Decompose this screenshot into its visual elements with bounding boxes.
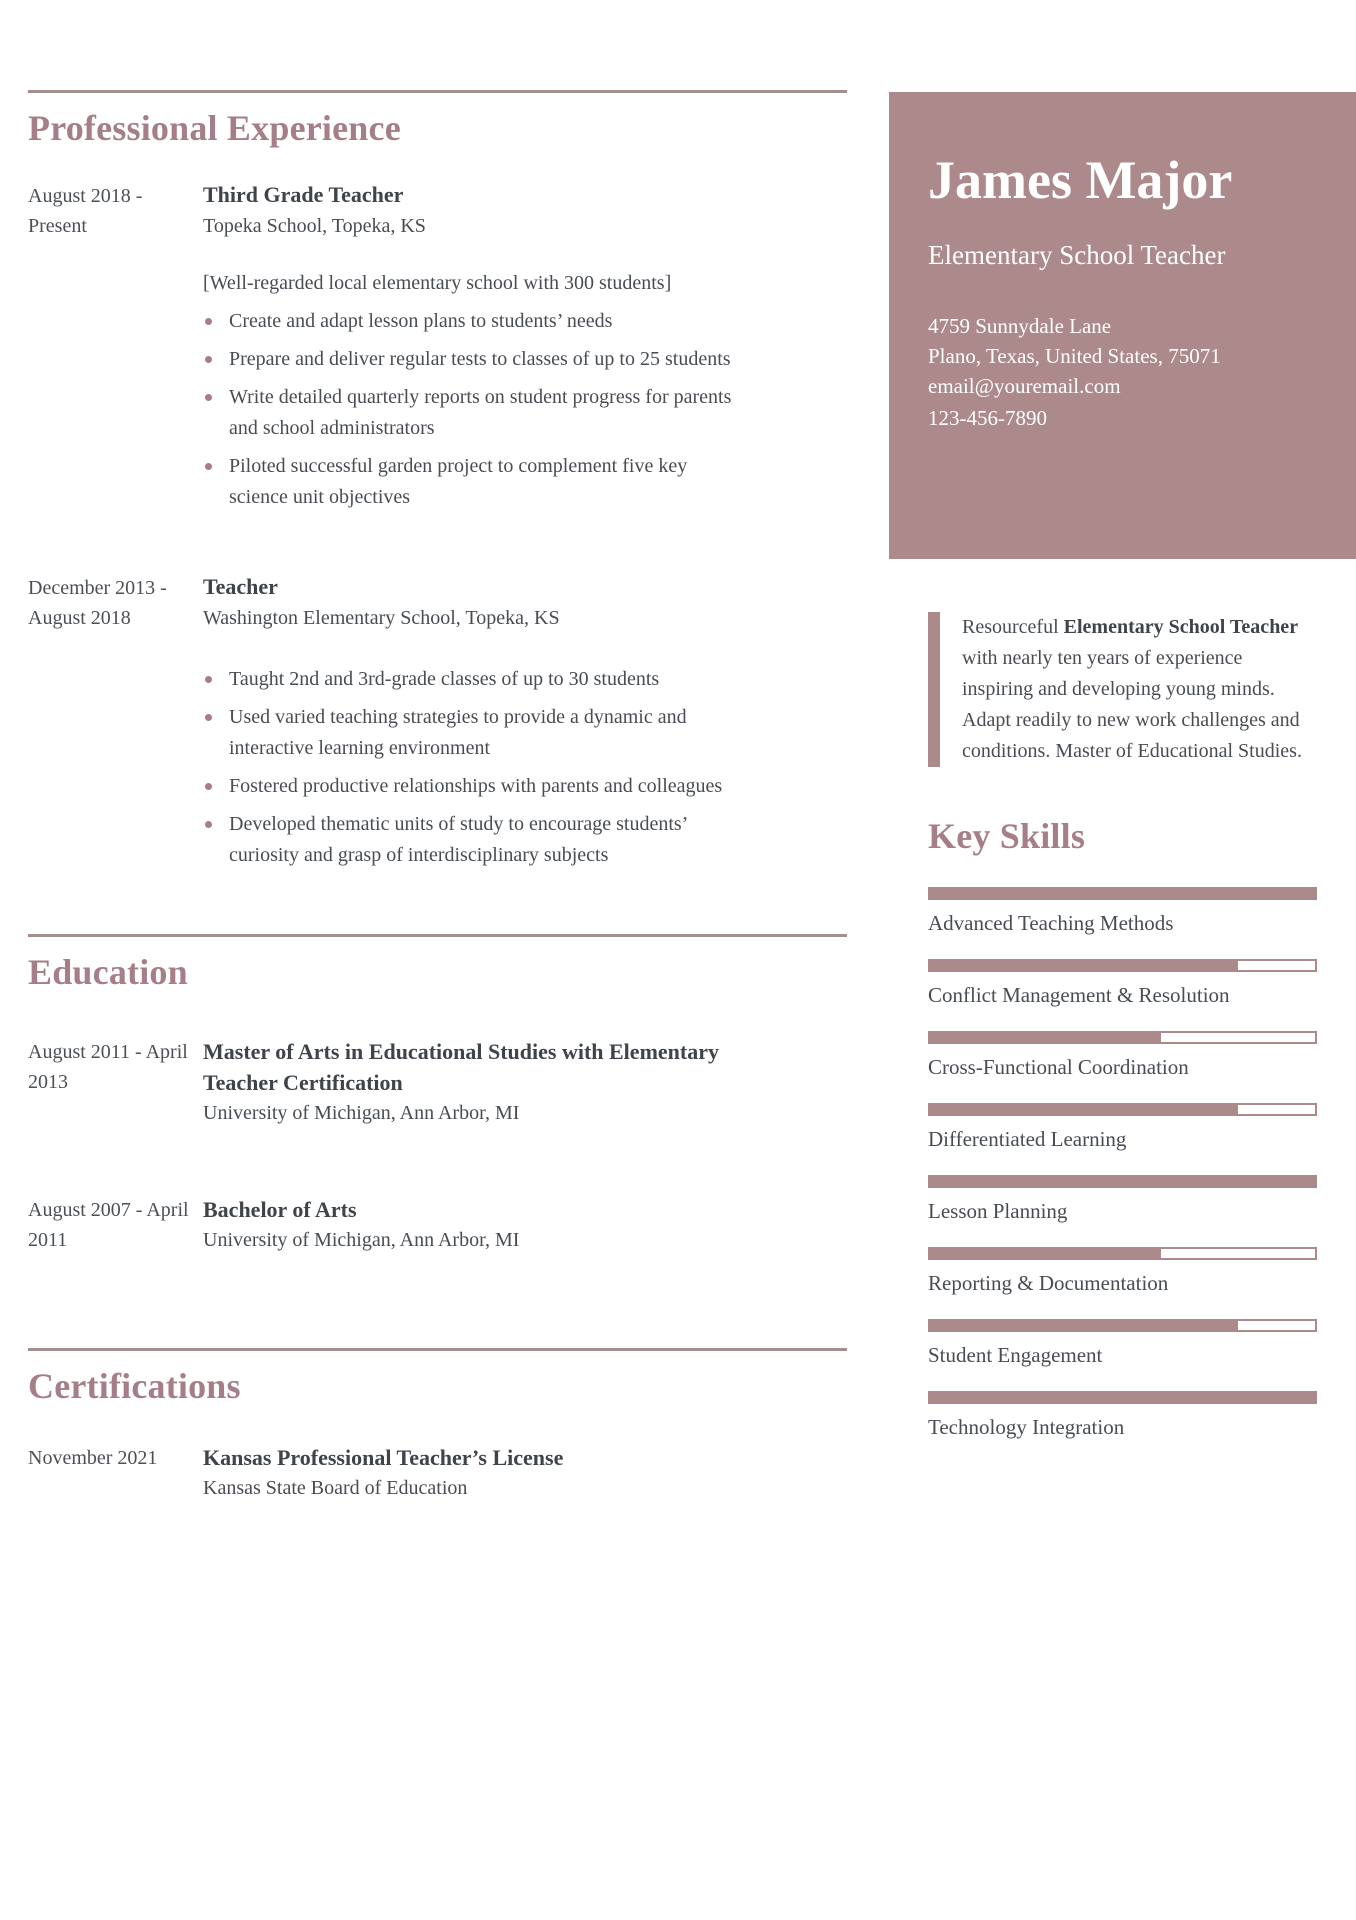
skill-item bbox=[928, 959, 1317, 1009]
skill-bar-track bbox=[928, 1319, 1317, 1332]
job-organization: Topeka School, Topeka, KS bbox=[203, 215, 426, 237]
certification-dates: November 2021 bbox=[28, 1447, 158, 1469]
skill-label: Technology Integration bbox=[928, 1415, 1125, 1439]
summary-rest: with nearly ten years of experience inspiring and developing young minds. Adapt readily to new work challenges and conditions. Master of Educational Studies. bbox=[962, 647, 1302, 762]
job-bullet: Taught 2nd and 3rd-grade classes of up to 30 students bbox=[203, 664, 743, 695]
skill-label: Reporting & Documentation bbox=[928, 1271, 1169, 1295]
job-bullet-list bbox=[203, 306, 743, 513]
skill-item bbox=[928, 887, 1317, 937]
experience-entry bbox=[28, 572, 848, 878]
summary-block bbox=[928, 612, 1317, 767]
skill-bar-fill bbox=[930, 1033, 1161, 1042]
school-name: University of Michigan, Ann Arbor, MI bbox=[203, 1102, 520, 1124]
certification-entry bbox=[28, 1442, 848, 1503]
education-details bbox=[203, 1194, 743, 1255]
education-details bbox=[203, 1036, 743, 1128]
skill-label: Advanced Teaching Methods bbox=[928, 911, 1174, 935]
skill-label: Lesson Planning bbox=[928, 1199, 1068, 1223]
job-dates: August 2018 - Present bbox=[28, 185, 143, 237]
skill-bar-track bbox=[928, 887, 1317, 900]
section-heading-education: Education bbox=[28, 952, 188, 992]
section-heading-experience: Professional Experience bbox=[28, 108, 401, 148]
job-bullet: Write detailed quarterly reports on student progress for parents and school administrators bbox=[203, 382, 743, 444]
job-bullet: Developed thematic units of study to encourage students’ curiosity and grasp of interdisciplinary subjects bbox=[203, 809, 743, 871]
sidebar-column bbox=[928, 612, 1317, 1463]
education-dates: August 2011 - April 2013 bbox=[28, 1041, 188, 1093]
job-bullet: Create and adapt lesson plans to students’ needs bbox=[203, 306, 743, 337]
skills-list bbox=[928, 887, 1317, 1441]
skill-item bbox=[928, 1247, 1317, 1297]
main-column bbox=[28, 0, 848, 1503]
job-organization: Washington Elementary School, Topeka, KS bbox=[203, 607, 560, 629]
skill-bar-track bbox=[928, 959, 1317, 972]
job-bullet: Piloted successful garden project to complement five key science unit objectives bbox=[203, 451, 743, 513]
section-divider bbox=[28, 934, 847, 937]
skill-bar-fill bbox=[930, 961, 1238, 970]
job-details bbox=[203, 572, 743, 878]
skill-item bbox=[928, 1175, 1317, 1225]
certification-title: Kansas Professional Teacher’s License bbox=[203, 1445, 564, 1470]
degree-title: Master of Arts in Educational Studies with Elementary Teacher Certification bbox=[203, 1039, 719, 1095]
skill-label: Cross-Functional Coordination bbox=[928, 1055, 1189, 1079]
email-address: email@youremail.com bbox=[928, 374, 1121, 398]
address-line: Plano, Texas, United States, 75071 bbox=[928, 344, 1221, 368]
experience-entry bbox=[28, 180, 848, 520]
education-entry bbox=[28, 1194, 848, 1255]
header-panel bbox=[889, 92, 1356, 559]
person-name: James Major bbox=[928, 150, 1233, 210]
job-dates: December 2013 - August 2018 bbox=[28, 577, 167, 629]
skill-label: Conflict Management & Resolution bbox=[928, 983, 1230, 1007]
skill-bar-fill bbox=[930, 1321, 1238, 1330]
skill-bar-track bbox=[928, 1175, 1317, 1188]
skill-bar-track bbox=[928, 1391, 1317, 1404]
degree-title: Bachelor of Arts bbox=[203, 1197, 357, 1222]
skill-bar-fill bbox=[930, 1393, 1315, 1402]
skill-bar-track bbox=[928, 1103, 1317, 1116]
job-bullet-list bbox=[203, 664, 743, 871]
section-heading-certifications: Certifications bbox=[28, 1366, 241, 1406]
job-bullet: Fostered productive relationships with parents and colleagues bbox=[203, 771, 743, 802]
summary-bold: Elementary School Teacher bbox=[1063, 616, 1299, 638]
summary-text bbox=[962, 612, 1317, 767]
job-title: Teacher bbox=[203, 574, 278, 599]
education-entry bbox=[28, 1036, 848, 1128]
summary-accent-bar bbox=[928, 612, 940, 767]
skill-bar-fill bbox=[930, 1249, 1161, 1258]
skill-label: Differentiated Learning bbox=[928, 1127, 1127, 1151]
education-dates: August 2007 - April 2011 bbox=[28, 1199, 189, 1251]
job-bullet: Prepare and deliver regular tests to classes of up to 25 students bbox=[203, 344, 743, 375]
section-divider bbox=[28, 90, 847, 93]
address-line: 4759 Sunnydale Lane bbox=[928, 314, 1112, 338]
summary-lead: Resourceful bbox=[962, 616, 1064, 638]
contact-block bbox=[928, 311, 1317, 433]
skill-bar-fill bbox=[930, 1177, 1315, 1186]
school-name: University of Michigan, Ann Arbor, MI bbox=[203, 1229, 520, 1251]
job-details bbox=[203, 180, 743, 520]
job-note: [Well-regarded local elementary school with 300 students] bbox=[203, 272, 672, 294]
job-bullet: Used varied teaching strategies to provide a dynamic and interactive learning environment bbox=[203, 702, 743, 764]
skill-bar-fill bbox=[930, 1105, 1238, 1114]
section-divider bbox=[28, 1348, 847, 1351]
job-title: Third Grade Teacher bbox=[203, 182, 404, 207]
skill-bar-fill bbox=[930, 889, 1315, 898]
phone-number: 123-456-7890 bbox=[928, 406, 1047, 430]
certification-details bbox=[203, 1442, 743, 1503]
skill-item bbox=[928, 1319, 1317, 1369]
skill-label: Student Engagement bbox=[928, 1343, 1103, 1367]
section-heading-key-skills: Key Skills bbox=[928, 816, 1086, 856]
person-headline: Elementary School Teacher bbox=[928, 240, 1226, 270]
skill-bar-track bbox=[928, 1031, 1317, 1044]
skill-item bbox=[928, 1031, 1317, 1081]
skill-item bbox=[928, 1103, 1317, 1153]
skill-item bbox=[928, 1391, 1317, 1441]
skill-bar-track bbox=[928, 1247, 1317, 1260]
certification-issuer: Kansas State Board of Education bbox=[203, 1477, 468, 1499]
